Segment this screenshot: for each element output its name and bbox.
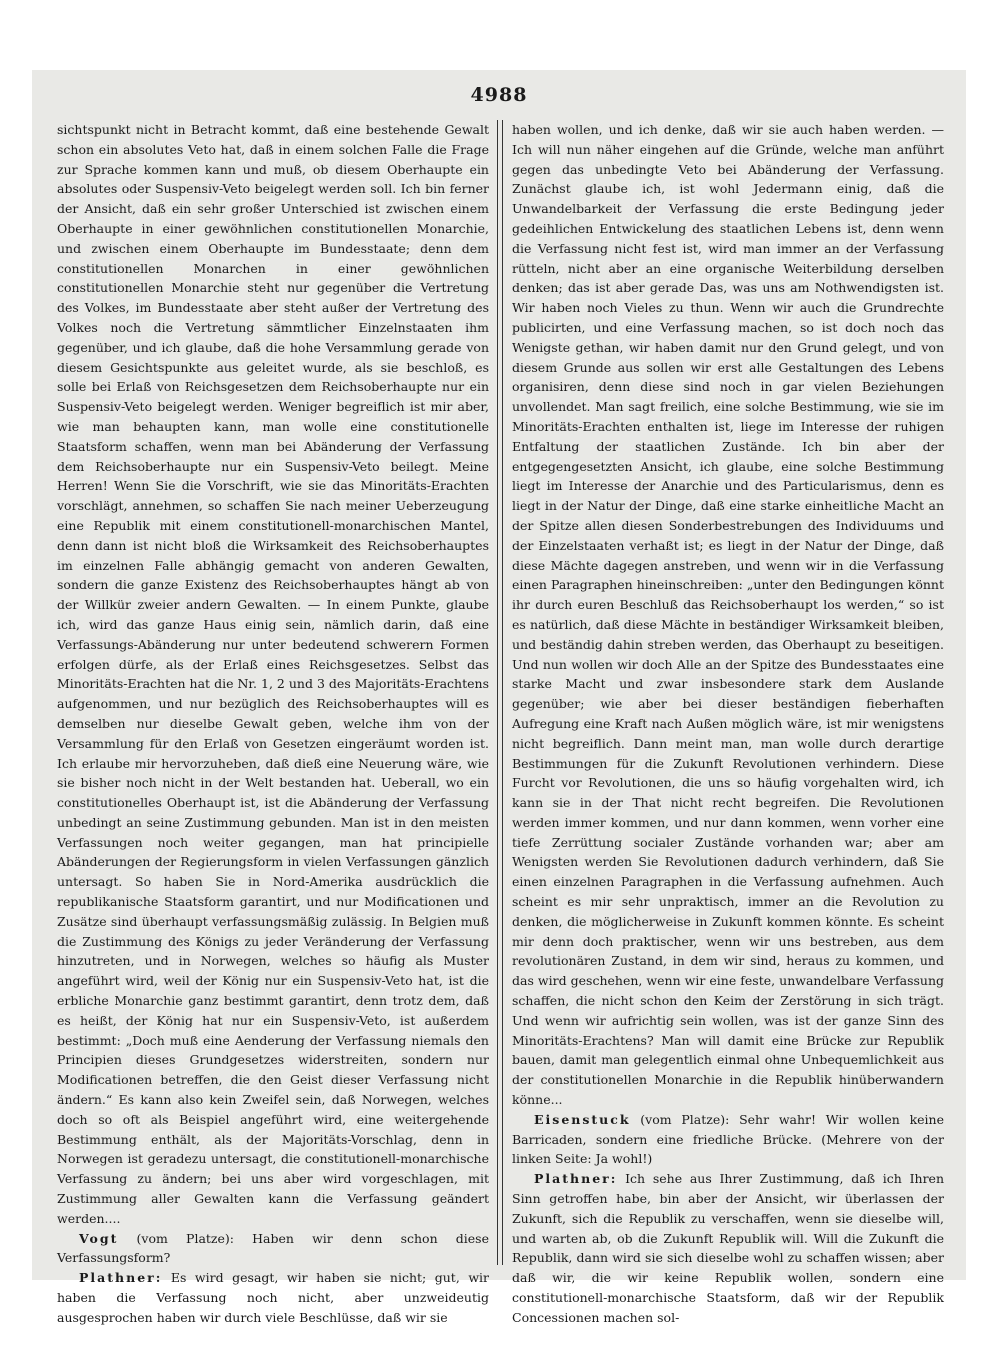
speech-text: (vom Platze): Haben wir denn schon diese Verfassungsform? [57, 1230, 489, 1266]
speech-paragraph [57, 1268, 489, 1327]
speech-text: Es wird gesagt, wir haben sie nicht; gut, wir haben die Verfassung noch nicht, aber unzweideutig ausgesprochen haben wir durch viele Beschlüsse, daß wir sie [57, 1270, 489, 1325]
speaker-name: Vogt [79, 1230, 119, 1246]
left-column [57, 120, 489, 1325]
scanned-page [32, 70, 966, 1325]
speech-paragraph [512, 1169, 944, 1327]
page-number: 4988 [470, 84, 528, 106]
speech-text: (vom Platze): Sehr wahr! Wir wollen keine Barricaden, sondern eine friedliche Brücke. (Mehrere von der linken Seite: Ja wohl!) [512, 1111, 944, 1167]
speech-text: Ich sehe aus Ihrer Zustimmung, daß ich Ihren Sinn getroffen habe, bin aber der Ansicht, wir überlassen der Zukunft, sich die Republik zu verschaffen, wenn sie dieselbe will, und warten ab, ob die Zukunft Republik will. Will die Zukunft die Republik, dann wird sie sich dieselbe wohl zu schaffen wissen; aber daß wir, die wir keine Republik wollen, sondern eine constitutionell-monarchische Staatsform, daß wir der Republik Concessionen machen sol- [512, 1171, 944, 1325]
speech-paragraph [512, 1110, 944, 1169]
speaker-name: Plathner: [79, 1270, 163, 1286]
speaker-name: Eisenstuck [534, 1111, 631, 1127]
speaker-name: Plathner: [534, 1171, 618, 1187]
paragraph: haben wollen, und ich denke, daß wir sie auch haben werden. — Ich will nun näher eingehen auf die Gründe, welche man anführt gegen das unbedingte Veto bei Abänderung der Verfassung. Zunächst glaube ich, ist wohl Jedermann einig, daß die Unwandelbarkeit der Verfassung die erste Bedingung jeder gedeihlichen Entwickelung des staatlichen Lebens ist, denn wenn die Verfassung nicht fest ist, wird man immer an der Verfassung rütteln, nicht aber an eine organische Weiterbildung derselben denken; das ist aber gerade Das, was uns am Nothwendigsten ist. Wir haben noch Vieles zu thun. Wenn wir auch die Grundrechte publicirten, und eine Verfassung machen, so ist doch noch das Wenigste gethan, wir haben damit nur den Grund gelegt, und von diesem Grunde aus sollen wir erst alle Gestaltungen des Lebens organisiren, denn diese sind noch in gar vielen Beziehungen unvollendet. Man sagt freilich, eine solche Bestimmung, wie sie im Minoritäts-Erachten enthalten ist, liege im Interesse der ruhigen Entfaltung der staatlichen Zustände. Ich bin aber der entgegengesetzten Ansicht, ich glaube, eine solche Bestimmung liegt im Interesse der Anarchie und des Particularismus, denn es liegt in der Natur der Dinge, daß eine starke einheitliche Macht an der Spitze allen diesen Sonderbestrebungen des Individuums und der Einzelstaaten verhaßt ist; es liegt in der Natur der Dinge, daß diese Mächte dagegen anstreben, und wenn wir in die Verfassung einen Paragraphen hineinschreiben: „unter den Bedingungen könnt ihr durch euren Beschluß das Reichsoberhaupt los werden,“ so ist es natürlich, daß diese Mächte in beständiger Wirksamkeit bleiben, und beständig dahin streben werden, das Oberhaupt zu beseitigen. Und nun wollen wir doch Alle an der Spitze des Bundesstaates eine starke Macht und zwar insbesondere stark dem Auslande gegenüber; wie aber bei dieser beständigen fieberhaften Aufregung eine Kraft nach Außen möglich wäre, ist mir wenigstens nicht begreiflich. Dann meint man, man wolle durch derartige Bestimmungen für die Zukunft Revolutionen verhindern. Diese Furcht vor Revolutionen, die uns so häufig vorgehalten wird, ich kann sie in der That nicht recht begreifen. Die Revolutionen werden immer kommen, und nur dann kommen, wenn vorher eine tiefe Zerrüttung socialer Zustände vorhanden war; aber am Wenigsten werden Sie Revolutionen dadurch verhindern, daß Sie einen einzelnen Paragraphen in die Verfassung aufnehmen. Auch scheint es mir sehr unpraktisch, immer an die Revolution zu denken, die möglicherweise in Zukunft kommen könnte. Es scheint mir denn doch praktischer, wenn wir uns bestreben, aus dem revolutionären Zustand, in dem wir sind, heraus zu kommen, und das wird geschehen, wenn wir eine feste, unwandelbare Verfassung schaffen, die nicht schon den Keim der Zerstörung in sich trägt. Und wenn wir aufrichtig sein wollen, was ist der ganze Sinn des Minoritäts-Erachtens? Man will damit eine Brücke zur Republik bauen, damit man gelegentlich einmal ohne Unbequemlichkeit aus der constitutionellen Monarchie in die Republik hinüberwandern könne... [512, 122, 944, 1108]
paragraph: sichtspunkt nicht in Betracht kommt, daß eine bestehende Gewalt schon ein absolutes Veto hat, daß in einem solchen Falle die Frage zur Sprache kommen kann und muß, ob diesem Oberhaupte ein absolutes oder Suspensiv-Veto beigelegt werden soll. Ich bin ferner der Ansicht, daß ein sehr großer Unterschied ist zwischen einem Oberhaupte in einer gewöhnlichen constitutionellen Monarchie, und zwischen einem Oberhaupte im Bundesstaate; denn dem constitutionellen Monarchen in einer gewöhnlichen constitutionellen Monarchie steht nur gegenüber die Vertretung des Volkes, im Bundesstaate aber steht außer der Vertretung des Volkes noch die Vertretung sämmtlicher Einzelnstaaten ihm gegenüber, und ich glaube, daß die hohe Versammlung gerade von diesem Gesichtspunkte aus geleitet wurde, als sie beschloß, es solle bei Erlaß von Reichsgesetzen dem Reichsoberhaupte nur ein Suspensiv-Veto beigelegt werden. Weniger begreiflich ist mir aber, wie man behaupten kann, man wolle eine constitutionelle Staatsform schaffen, wenn man bei Abänderung der Verfassung dem Reichsoberhaupte nur ein Suspensiv-Veto beilegt. Meine Herren! Wenn Sie die Vorschrift, wie sie das Minoritäts-Erachten vorschlägt, annehmen, so schaffen Sie nach meiner Ueberzeugung eine Republik mit einem constitutionell-monarchischen Mantel, denn dann ist nicht bloß die Wirksamkeit des Reichsoberhauptes im einzelnen Falle abhängig gemacht von anderen Gewalten, sondern die ganze Existenz des Reichsoberhauptes hängt ab von der Willkür zweier andern Gewalten. — In einem Punkte, glaube ich, wird das ganze Haus einig sein, nämlich darin, daß eine Verfassungs-Abänderung nur unter bedeutend schwerern Formen erfolgen dürfe, als der Erlaß eines Reichsgesetzes. Selbst das Minoritäts-Erachten hat die Nr. 1, 2 und 3 des Majoritäts-Erachtens aufgenommen, und nur bezüglich des Reichsoberhauptes will es demselben nur dieselbe Gewalt geben, welche ihm von der Versammlung für den Erlaß von Gesetzen eingeräumt worden ist. Ich erlaube mir hervorzuheben, daß dieß eine Neuerung wäre, wie sie bisher noch nicht in der Welt bestanden hat. Ueberall, wo ein constitutionelles Oberhaupt ist, ist die Abänderung der Verfassung unbedingt an seine Zustimmung gebunden. Man ist in den meisten Verfassungen noch weiter gegangen, man hat principielle Abänderungen der Regierungsform in vielen Verfassungen gänzlich untersagt. So haben Sie in Nord-Amerika ausdrücklich die republikanische Staatsform garantirt, und nur Modificationen und Zusätze sind überhaupt verfassungsmäßig zulässig. In Belgien muß die Zustimmung des Königs zu jeder Veränderung der Verfassung hinzutreten, und in Norwegen, welches so häufig als Muster angeführt wird, weil der König nur ein Suspensiv-Veto hat, ist die erbliche Monarchie ganz bestimmt garantirt, denn trotz dem, daß es heißt, der König hat nur ein Suspensiv-Veto, ist außerdem bestimmt: „Doch muß eine Aenderung der Verfassung niemals den Principien dieses Grundgesetzes widerstreiten, sondern nur Modificationen betreffen, die den Geist dieser Verfassung nicht ändern.“ Es kann also kein Zweifel sein, daß Norwegen, welches doch so oft als Beispiel angeführt wird, eine weitergehende Bestimmung enthält, als der Majoritäts-Vorschlag, denn in Norwegen ist geradezu untersagt, die constitutionell-monarchische Verfassung zu ändern; bei uns aber wird vorgeschlagen, mit Zustimmung aller Gewalten kann die Verfassung geändert werden.... [57, 122, 489, 1226]
column-divider [497, 120, 503, 1265]
right-column [512, 120, 944, 1325]
speech-paragraph [57, 1229, 489, 1269]
